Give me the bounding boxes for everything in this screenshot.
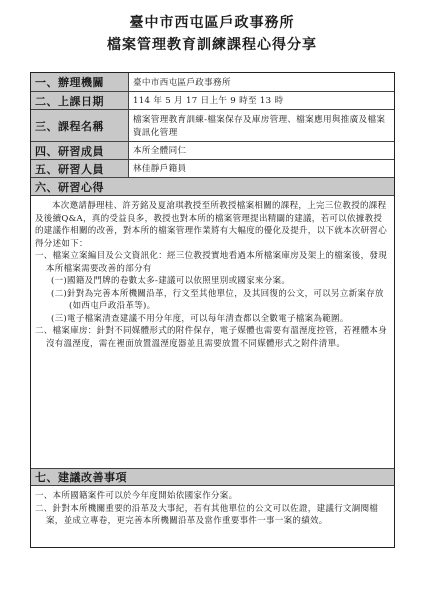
reflection-item-1: 一、檔案立案編目及公文資訊化：經三位教授實地看過本所檔案庫房及架上的檔案後，發現本所檔案需要改善的部分有 <box>35 251 388 274</box>
staff-label: 五、研習人員 <box>31 160 129 177</box>
suggestion-item-1: 一、本所國籍案件可以於今年度開始依國家作分案。 <box>35 491 238 501</box>
course-value: 檔案管理教育訓練-檔案保存及庫房管理、檔案應用與推廣及檔案資訊化管理 <box>133 114 386 138</box>
date-label: 二、上課日期 <box>31 92 129 109</box>
reflection-item-2: 二、檔案庫房：針對不同媒體形式的附件保存，電子媒體也需要有溫溼度控管，若裡體本身沒有溫溼度，需在裡面放置溫溼度器並且需要放置不同媒體形式之附件清單。 <box>35 326 388 349</box>
org-value: 臺中市西屯區戶政事務所 <box>133 77 231 88</box>
course-label: 三、課程名稱 <box>31 110 129 141</box>
org-row <box>31 73 394 92</box>
members-row <box>31 142 394 160</box>
date-row <box>31 92 394 110</box>
reflection-item-1c: (三)電子檔案清查建議不用分年度，可以每年清查都以全數電子檔案為範圍。 <box>51 313 349 324</box>
form-table <box>30 72 395 548</box>
suggestions-heading: 七、建議改善事項 <box>31 468 394 486</box>
office-title: 臺中市西屯區戶政事務所 <box>129 15 295 31</box>
members-value: 本所全體同仁 <box>133 146 187 156</box>
reflection-intro: 本次邀請靜理桂、許芳銘及夏滄琪教授至所教授檔案相關的課程，上完三位教授的課程及後續Q&A，真的受益良多，教授也對本所的檔案管理提出精闢的建議，若可以依據教授的建議作相關的改善，對本所的檔案管理作業將有大幅度的優化及提升，以下就本次研習心得分述如下： <box>35 201 388 249</box>
suggestions-body <box>35 490 390 528</box>
date-value: 114 年 5 月 17 日上午 9 時至 13 時 <box>133 96 284 106</box>
reflection-heading: 六、研習心得 <box>31 178 394 196</box>
members-label: 四、研習成員 <box>31 142 129 159</box>
org-label: 一、辦理機關 <box>31 73 129 91</box>
suggestion-item-2: 二、針對本所機關重要的沿革及大事紀，若有其他單位的公文可以佐證，建議行文調閱檔案，並成立專卷，更完善本所機關沿革及當作重要事件一事一案的績效。 <box>35 503 379 526</box>
document-title: 檔案管理教育訓練課程心得分享 <box>107 37 317 53</box>
reflection-item-1a: (一)國籍及門牌的卷數太多-建議可以依照里別或國家來分案。 <box>51 276 291 286</box>
course-row <box>31 110 394 142</box>
reflection-body <box>35 200 390 350</box>
reflection-item-1b: (二)針對為完善本所機關沿革，行文至其他單位，及其回復的公文，可以另立新案存放(如西屯戶政沿革等)。 <box>51 288 384 311</box>
staff-value: 林佳靜戶籍員 <box>133 164 187 174</box>
staff-row <box>31 160 394 178</box>
